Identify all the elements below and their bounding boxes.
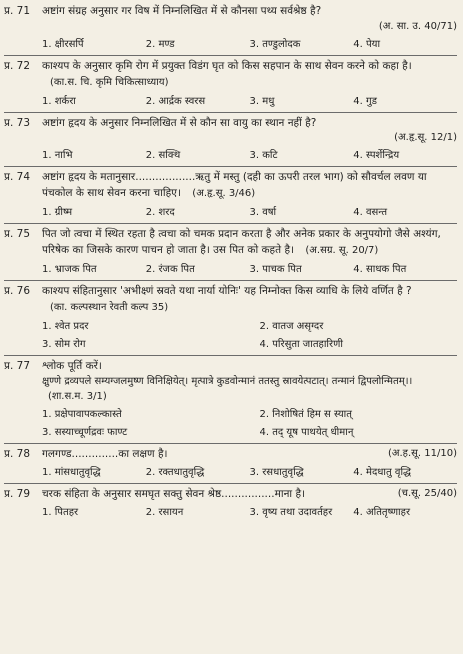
option-4: 4. साधक पित <box>353 264 407 275</box>
question-text-main: काश्यप के अनुसार कृमि रोग में प्रयुक्त विडंग घृत को किस सहपान के साथ सेवन करने को कहा है। <box>42 60 412 72</box>
options <box>42 148 457 163</box>
question-text <box>42 486 457 502</box>
option-4: 4. वसन्त <box>353 207 388 218</box>
option-2: 2. रंजक पित <box>145 264 195 275</box>
question-reference: (का.स. चि. कृमि चिकित्साध्याय) <box>50 77 169 88</box>
option-4: 4. स्पर्शेन्द्रिय <box>353 150 400 161</box>
options <box>42 205 457 220</box>
option-3: 3. पाचक पित <box>249 264 302 275</box>
option-1: 1. ग्रीष्म <box>42 207 73 218</box>
question-text: अष्टांग हृदय के अनुसार निम्नलिखित में से कौन सा वायु का स्थान नहीं है? <box>42 117 317 129</box>
shloka-main: क्षुण्णे द्रव्यपले सम्यग्जलमुष्ण विनिक्षियेत्। मृत्पात्रे कुडवोन्मानं ततस्तु स्रावयेत्पटात्। तन्मानं द्विपलोन्मितम्।। <box>42 376 413 387</box>
question-number: प्र. 73 <box>4 117 31 129</box>
question-number: प्र. 76 <box>4 285 31 297</box>
option-1: 1. शर्करा <box>42 96 76 107</box>
option-3: 3. कटि <box>249 150 278 161</box>
option-3: 3. तण्डुलोदक <box>249 39 301 50</box>
option-2: 2. मण्ड <box>145 39 175 50</box>
option-4: 4. गुड <box>353 96 377 107</box>
question-text: श्लोक पूर्ति करें। <box>42 360 102 372</box>
divider <box>4 355 457 356</box>
option-1: 1. भ्राजक पित <box>42 264 97 275</box>
question-number: प्र. 79 <box>4 488 31 500</box>
question-reference: (शा.स.म. 3/1) <box>48 391 107 402</box>
option-2: 2. रक्तधातुवृद्धि <box>145 467 205 478</box>
option-2: 2. सक्थि <box>145 150 181 161</box>
option-1: 1. श्वेत प्रदर <box>42 321 89 332</box>
option-1: 1. क्षीरसर्पि <box>42 39 84 50</box>
question-number: प्र. 72 <box>4 60 31 72</box>
option-4: 4. पेया <box>353 39 381 50</box>
option-4: 4. अतितृष्णाहर <box>353 507 411 518</box>
question-reference: (अ.हृ.सू. 12/1) <box>394 132 457 143</box>
divider <box>4 443 457 444</box>
question-73 <box>4 115 457 163</box>
question-text-main: अष्टांग हृदय के मतानुसार..................ऋतु में मस्तु (दही का ऊपरी तरल भाग) को सौवर्चल लवण या पंचकोल के साथ सेवन करना चाहिए। <box>42 171 427 199</box>
options <box>42 319 457 352</box>
option-3: 3. वृष्य तथा उदावर्तहर <box>249 507 333 518</box>
option-2: 2. रसायन <box>145 507 184 518</box>
divider <box>4 55 457 56</box>
option-4: 4. परिसुता जातहारिणी <box>259 339 343 350</box>
divider <box>4 166 457 167</box>
question-text <box>42 283 457 316</box>
question-number: प्र. 71 <box>4 5 31 17</box>
option-3: 3. मधु <box>249 96 275 107</box>
question-72 <box>4 58 457 109</box>
question-text-main: चरक संहिता के अनुसार समघृत सक्तु सेवन श्रेष्ठ................माना है। <box>42 488 306 500</box>
question-text <box>42 169 457 202</box>
options <box>42 407 457 440</box>
option-3: 3. सस्याच्चूर्णद्रवः फाण्ट <box>42 427 128 438</box>
question-text <box>42 58 457 91</box>
options <box>42 505 457 520</box>
divider <box>4 280 457 281</box>
question-text-main: पित जो त्वचा में स्थित रहता है त्वचा को चमक प्रदान करता है और अनेक प्रकार के अनुपयोगो जैसे अश्यंग, परिषेक का जिसके कारण पाचन हो जाता है। उस पित को कहते है। <box>42 228 441 256</box>
option-3: 3. वर्षा <box>249 207 277 218</box>
question-79 <box>4 486 457 520</box>
option-3: 3. रसधातुवृद्धि <box>249 467 304 478</box>
divider <box>4 112 457 113</box>
question-reference: (च.सू. 25/40) <box>397 488 457 499</box>
option-2: 2. शरद <box>145 207 175 218</box>
question-reference: (अ.हृ.सू. 3/46) <box>192 188 256 199</box>
question-text <box>42 226 457 259</box>
option-2: 2. आर्द्रक स्वरस <box>145 96 206 107</box>
question-number: प्र. 75 <box>4 228 31 240</box>
option-1: 1. पितहर <box>42 507 79 518</box>
question-reference: (अ. सा. उ. 40/71) <box>378 21 457 32</box>
option-1: 1. मांसधातुवृद्धि <box>42 467 101 478</box>
question-71 <box>4 3 457 52</box>
question-text-main: गलगण्ड..............का लक्षण है। <box>42 448 168 460</box>
shloka-text <box>42 374 457 404</box>
question-74 <box>4 169 457 220</box>
question-reference: (का. कल्पस्थान रेवती कल्प 35) <box>50 302 169 313</box>
option-2: 2. निशोषितं हिम स स्यात् <box>259 409 352 420</box>
divider <box>4 223 457 224</box>
option-4: 4. तद् यूष पाथयेत् धीमान् <box>259 427 354 438</box>
question-75 <box>4 226 457 277</box>
options <box>42 465 457 480</box>
option-1: 1. नाभि <box>42 150 73 161</box>
options <box>42 94 457 109</box>
question-number: प्र. 77 <box>4 360 31 372</box>
option-2: 2. वातज असृग्दर <box>259 321 324 332</box>
question-reference: (अ.ह.सू. 11/10) <box>387 448 457 459</box>
option-4: 4. मेदधातु वृद्धि <box>353 467 412 478</box>
options <box>42 262 457 277</box>
option-3: 3. सोम रोग <box>42 339 86 350</box>
question-number: प्र. 74 <box>4 171 31 183</box>
question-text <box>42 446 457 462</box>
question-76 <box>4 283 457 352</box>
question-text-main: काश्यप संहितानुसार 'अभीक्ष्णं स्रवते यथा नार्या योनिः' यह निम्नोक्त किस व्याधि के लिये वर्णित है ? <box>42 285 412 297</box>
question-reference: (अ.सग्र. सू. 20/7) <box>305 245 379 256</box>
question-number: प्र. 78 <box>4 448 31 460</box>
option-1: 1. प्रक्षेपावापकल्कास्ते <box>42 409 122 420</box>
question-78 <box>4 446 457 480</box>
options <box>42 37 457 52</box>
divider <box>4 483 457 484</box>
question-text: अष्टांग संग्रह अनुसार गर विष में निम्नलिखित में से कौनसा पथ्य सर्वश्रेष्ठ है? <box>42 5 322 17</box>
question-77 <box>4 358 457 440</box>
